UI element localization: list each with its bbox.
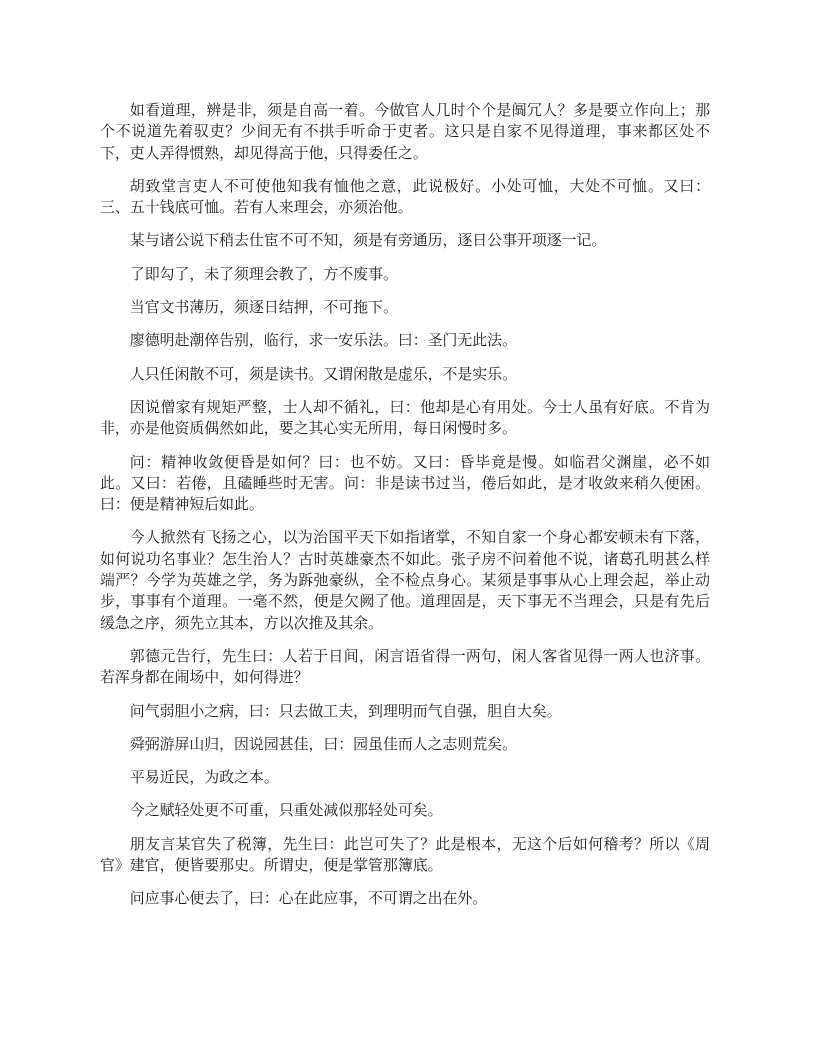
paragraph: 胡致堂言吏人不可使他知我有恤他之意，此说极好。小处可恤，大处不可恤。又曰：三、五十钱底可恤。若有人来理会，亦须治他。: [100, 178, 710, 217]
paragraph: 当官文书薄历，须逐日结押，不可拖下。: [129, 300, 398, 317]
paragraph: 舜弼游屏山归，因说园甚佳，曰：园虽佳而人之志则荒矣。: [129, 736, 517, 753]
paragraph: 人只任闲散不可，须是读书。又谓闲散是虚乐，不是实乐。: [129, 366, 517, 383]
paragraph: 今人掀然有飞扬之心，以为治国平天下如指诸掌，不知自家一个身心都安顿未有下落，如何说功名事业？怎生治人？古时英雄豪杰不如此。张子房不问着他不说，诸葛孔明甚么样端严？今学为英雄之学，务为跅弛豪纵，全不检点身心。某须是事事从心上理会起，举止动步，事事有个道理。一毫不然，便是欠阙了他。道理固是，天下事无不当理会，只是有先后缓急之序，须先立其本，方以次推及其余。: [100, 530, 710, 632]
paragraph: 廖德明赴潮倅告别，临行，求一安乐法。曰：圣门无此法。: [129, 333, 517, 350]
paragraph: 今之赋轻处更不可重，只重处减似那轻处可矣。: [129, 803, 443, 820]
paragraph: 如看道理，辨是非，须是自高一着。今做官人几时个个是阘冗人？多是要立作向上；那个不说道先着驭吏？少间无有不拱手听命于吏者。这只是自家不见得道理，事来都区处不下，吏人弄得惯熟，却见得高于他，只得委任之。: [100, 103, 710, 162]
paragraph: 某与诸公说下稍去仕宦不可不知，须是有旁通历，逐日公事开项逐一记。: [129, 233, 607, 250]
paragraph: 朋友言某官失了税簿，先生曰：此岂可失了？此是根本，无这个后如何稽考？所以《周官》建官，便皆要那史。所谓史，便是掌管那簿底。: [100, 836, 710, 875]
paragraph: 郭德元告行，先生曰：人若于日间，闲言语省得一两句，闲人客省见得一两人也济事。若浑身都在闹场中，如何得进？: [100, 648, 710, 687]
paragraph: 因说僧家有规矩严整，士人却不循礼，曰：他却是心有用处。今士人虽有好底。不肯为非，亦是他资质偶然如此，要之其心实无所用，每日闲慢时多。: [100, 399, 710, 438]
paragraph: 问气弱胆小之病，曰：只去做工夫，到理明而气自强，胆自大矣。: [129, 703, 562, 720]
paragraph: 了即勾了，未了须理会教了，方不废事。: [129, 266, 398, 283]
paragraph: 问：精神收敛便昏是如何？曰：也不妨。又曰：昏毕竟是慢。如临君父渊崖，必不如此。又曰：若倦，且磕睡些时无害。问：非是读书过当，倦后如此，是才收敛来稍久便困。曰：便是精神短后如此。: [100, 454, 710, 514]
document-text-body: [100, 101, 710, 911]
paragraph: 问应事心便去了，曰：心在此应事，不可谓之出在外。: [129, 891, 488, 908]
paragraph: 平易近民，为政之本。: [129, 770, 279, 787]
